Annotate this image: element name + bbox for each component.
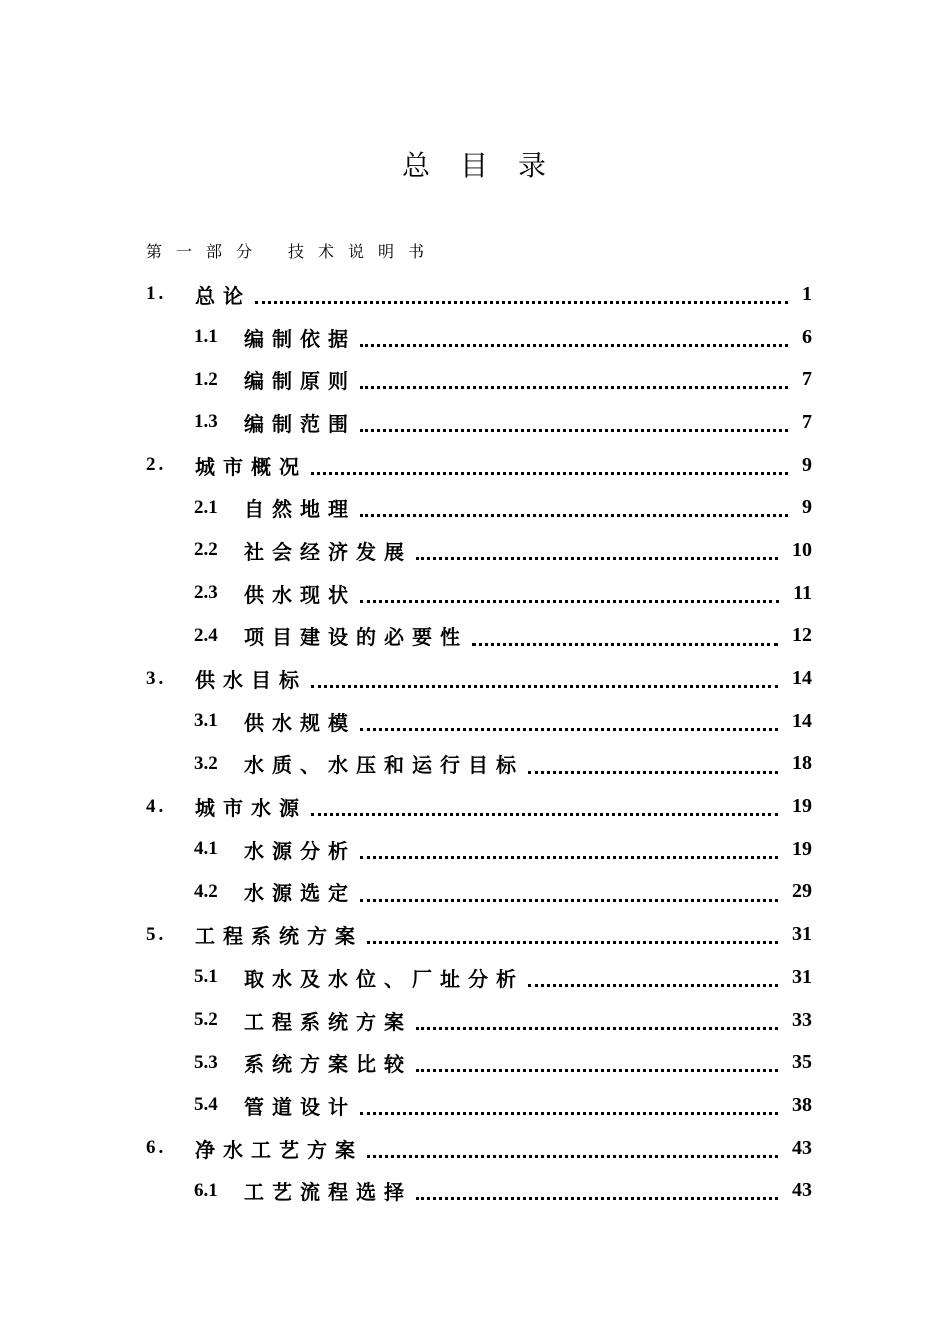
toc-entry-page: 1 xyxy=(802,282,812,305)
toc-leader-dots xyxy=(360,514,788,517)
toc-entry-title: 编制范围 xyxy=(244,411,356,436)
toc-entry[interactable] xyxy=(0,273,950,316)
toc-entry-number: 4.2 xyxy=(194,880,218,902)
toc-entry-number: 3. xyxy=(146,667,167,689)
toc-entry-title: 城市水源 xyxy=(195,796,307,821)
toc-leader-dots xyxy=(255,301,788,304)
toc-leader-dots xyxy=(528,984,778,987)
toc-entry-title: 项目建设的必要性 xyxy=(244,625,468,650)
toc-entry[interactable] xyxy=(0,358,950,401)
toc-entry-page: 33 xyxy=(792,1008,812,1031)
toc-entry-page: 29 xyxy=(792,880,812,903)
toc-entry-title: 总论 xyxy=(195,283,251,308)
toc-entry-page: 43 xyxy=(792,1136,812,1159)
toc-entry-title: 水质、水压和运行目标 xyxy=(244,753,524,778)
toc-entry-number: 6. xyxy=(146,1137,167,1159)
toc-entry-title: 取水及水位、厂址分析 xyxy=(244,966,524,991)
toc-entry-number: 2. xyxy=(146,454,167,476)
toc-entry[interactable] xyxy=(0,785,950,828)
toc-entry-title: 工程系统方案 xyxy=(195,924,363,949)
toc-entry[interactable] xyxy=(0,1084,950,1127)
toc-entry[interactable] xyxy=(0,657,950,700)
toc-entry-page: 14 xyxy=(792,709,812,732)
toc-entry-page: 18 xyxy=(792,752,812,775)
toc-entry-page: 19 xyxy=(792,795,812,818)
toc-entry-title: 工程系统方案 xyxy=(244,1009,412,1034)
toc-entry-page: 14 xyxy=(792,667,812,690)
toc-entry[interactable] xyxy=(0,743,950,786)
toc-leader-dots xyxy=(416,557,778,560)
toc-entry[interactable] xyxy=(0,700,950,743)
toc-entry[interactable] xyxy=(0,871,950,914)
toc-entry-title: 供水规模 xyxy=(244,710,356,735)
toc-entry-page: 7 xyxy=(802,368,812,391)
toc-leader-dots xyxy=(472,643,778,646)
toc-entry-number: 4. xyxy=(146,795,167,817)
toc-entry[interactable] xyxy=(0,1041,950,1084)
toc-leader-dots xyxy=(360,429,788,432)
toc-entry[interactable] xyxy=(0,999,950,1042)
toc-entry-title: 自然地理 xyxy=(244,497,356,522)
toc-entry-number: 3.2 xyxy=(194,752,218,774)
toc-leader-dots xyxy=(528,771,778,774)
toc-leader-dots xyxy=(416,1069,778,1072)
toc-entry-number: 1.3 xyxy=(194,411,218,433)
toc-entry[interactable] xyxy=(0,615,950,658)
toc-entry-page: 31 xyxy=(792,923,812,946)
toc-entry-page: 11 xyxy=(793,581,812,604)
toc-entry-title: 城市概况 xyxy=(195,454,307,479)
toc-entry[interactable] xyxy=(0,913,950,956)
toc-entry-title: 工艺流程选择 xyxy=(244,1180,412,1205)
toc-leader-dots xyxy=(311,813,778,816)
toc-entry-page: 12 xyxy=(792,624,812,647)
toc-entry-page: 19 xyxy=(792,837,812,860)
toc-leader-dots xyxy=(416,1027,778,1030)
toc-leader-dots xyxy=(416,1197,778,1200)
toc-leader-dots xyxy=(360,600,779,603)
toc-entry-page: 6 xyxy=(802,325,812,348)
toc-entry-title: 系统方案比较 xyxy=(244,1052,412,1077)
toc-entry-number: 5.4 xyxy=(194,1094,218,1116)
toc-entry-title: 供水目标 xyxy=(195,668,307,693)
toc-entry-number: 1.2 xyxy=(194,368,218,390)
part-heading xyxy=(146,240,438,264)
toc-entry-title: 管道设计 xyxy=(244,1094,356,1119)
toc-entry-number: 6.1 xyxy=(194,1179,218,1201)
toc-entry-number: 5.2 xyxy=(194,1009,218,1031)
toc-entry[interactable] xyxy=(0,828,950,871)
toc-entry-number: 1.1 xyxy=(194,326,218,348)
toc-entry-title: 编制原则 xyxy=(244,369,356,394)
toc-entry[interactable] xyxy=(0,401,950,444)
toc-entry-title: 水源分析 xyxy=(244,838,356,863)
toc-entry-number: 2.3 xyxy=(194,582,218,604)
toc-leader-dots xyxy=(367,941,778,944)
toc-entry-number: 2.4 xyxy=(194,624,218,646)
toc-leader-dots xyxy=(360,899,778,902)
toc-entry-title: 净水工艺方案 xyxy=(195,1137,363,1162)
toc-entry[interactable] xyxy=(0,444,950,487)
toc-entry-number: 3.1 xyxy=(194,710,218,732)
toc-entry-page: 35 xyxy=(792,1051,812,1074)
toc-entry-number: 2.2 xyxy=(194,539,218,561)
toc-entry-title: 编制依据 xyxy=(244,326,356,351)
toc-entry-page: 31 xyxy=(792,965,812,988)
toc-entry[interactable] xyxy=(0,486,950,529)
toc-entry-number: 5. xyxy=(146,923,167,945)
toc-entry-title: 水源选定 xyxy=(244,881,356,906)
toc-entry-title: 社会经济发展 xyxy=(244,539,412,564)
toc-entry-page: 9 xyxy=(802,496,812,519)
toc-entry[interactable] xyxy=(0,529,950,572)
toc-entry[interactable] xyxy=(0,572,950,615)
table-of-contents xyxy=(0,273,950,1212)
toc-leader-dots xyxy=(311,472,788,475)
toc-leader-dots xyxy=(360,1112,778,1115)
page-title: 总目录 xyxy=(401,149,576,182)
toc-entry-title: 供水现状 xyxy=(244,582,356,607)
toc-leader-dots xyxy=(311,685,778,688)
toc-leader-dots xyxy=(360,856,778,859)
toc-entry-page: 38 xyxy=(792,1093,812,1116)
toc-entry-number: 2.1 xyxy=(194,496,218,518)
part-label: 第一部分 xyxy=(146,242,267,261)
toc-entry-number: 5.3 xyxy=(194,1051,218,1073)
toc-leader-dots xyxy=(367,1155,778,1158)
toc-leader-dots xyxy=(360,344,788,347)
toc-leader-dots xyxy=(360,728,778,731)
toc-entry-page: 43 xyxy=(792,1179,812,1202)
toc-entry[interactable] xyxy=(0,316,950,359)
toc-entry-page: 10 xyxy=(792,538,812,561)
toc-entry-number: 5.1 xyxy=(194,966,218,988)
toc-entry-number: 4.1 xyxy=(194,838,218,860)
toc-entry[interactable] xyxy=(0,1127,950,1170)
part-name: 技术说明书 xyxy=(288,242,439,261)
toc-entry[interactable] xyxy=(0,1169,950,1212)
toc-entry-page: 7 xyxy=(802,410,812,433)
toc-entry[interactable] xyxy=(0,956,950,999)
toc-leader-dots xyxy=(360,386,788,389)
toc-entry-number: 1. xyxy=(146,283,167,305)
toc-entry-page: 9 xyxy=(802,453,812,476)
